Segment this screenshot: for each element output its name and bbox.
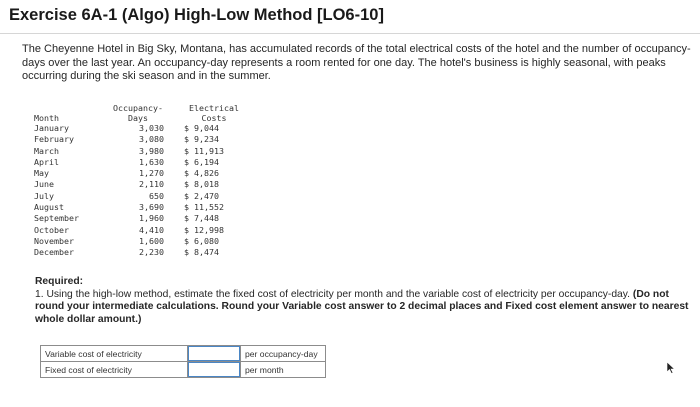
required-heading: Required:	[35, 276, 84, 287]
table-row	[34, 247, 256, 258]
row-month: May	[34, 168, 49, 179]
problem-intro: The Cheyenne Hotel in Big Sky, Montana, has accumulated records of the total electrical costs of the hotel and the number of occupancy-days over the last year. An occupancy-day represents a room rented for one day. The hotel's business is highly seasonal, with peaks occurring during the ski season and in the summer.	[22, 43, 691, 82]
answer-cell-variable	[188, 346, 241, 362]
exercise-title: Exercise 6A-1 (Algo) High-Low Method [LO6-10]	[9, 6, 384, 24]
row-cost: $ 7,448	[184, 213, 219, 224]
table-row	[34, 213, 256, 224]
row-days: 3,030	[139, 123, 164, 133]
row-days: 1,600	[139, 235, 164, 246]
row-month: February	[34, 134, 74, 145]
table-row	[34, 134, 256, 145]
table-row	[34, 202, 256, 213]
row-days: 650	[149, 190, 164, 201]
table-header-row-2	[34, 114, 256, 124]
variable-cost-input[interactable]	[188, 346, 240, 361]
row-month: October	[34, 224, 69, 235]
table-row	[34, 168, 256, 179]
row-days: 3,980	[139, 145, 164, 156]
required-section	[35, 276, 697, 326]
header-days-line2: Days	[128, 112, 148, 123]
row-days: 1,270	[139, 168, 164, 179]
mouse-pointer-icon	[666, 362, 676, 374]
row-cost: $ 4,826	[184, 168, 219, 179]
header-cost-line2: Costs	[201, 112, 227, 123]
row-days: 3,690	[139, 202, 164, 213]
row-days: 2,230	[139, 247, 164, 258]
header-cost-line1: Electrical	[189, 103, 239, 113]
row-days: 1,960	[139, 213, 164, 224]
row-days: 1,630	[139, 156, 164, 167]
table-row	[34, 123, 256, 134]
row-cost: $ 11,552	[184, 202, 224, 213]
row-month: November	[34, 235, 74, 246]
row-cost: $ 9,234	[184, 134, 219, 145]
answer-cell-fixed	[188, 362, 241, 378]
row-month: June	[34, 179, 54, 190]
row-cost: $ 11,913	[184, 145, 224, 156]
row-month: August	[34, 202, 64, 213]
header-month: Month	[34, 112, 59, 123]
table-row	[34, 157, 256, 168]
row-days: 4,410	[139, 224, 164, 235]
required-bold-note: (Do not round your intermediate calculations. Round your Variable cost answer to 2 decimal places and Fixed cost element answer to nearest whole dollar amount.)	[35, 288, 689, 325]
title-divider	[0, 33, 700, 34]
row-month: March	[34, 145, 59, 156]
row-cost: $ 9,044	[184, 123, 219, 133]
table-row	[34, 225, 256, 236]
row-month: July	[34, 190, 54, 201]
row-days: 3,080	[139, 134, 164, 145]
row-month: January	[34, 123, 69, 133]
row-cost: $ 2,470	[184, 190, 219, 201]
answer-label-fixed: Fixed cost of electricity	[41, 362, 188, 378]
row-cost: $ 12,998	[184, 224, 224, 235]
answer-label-variable: Variable cost of electricity	[41, 346, 188, 362]
header-days-line1: Occupancy-	[113, 103, 163, 113]
row-month: April	[34, 156, 59, 167]
fixed-cost-input[interactable]	[188, 362, 240, 377]
row-cost: $ 6,080	[184, 235, 219, 246]
answer-row-fixed	[41, 362, 326, 378]
answer-row-variable	[41, 346, 326, 362]
table-row	[34, 191, 256, 202]
answer-unit-fixed: per month	[241, 362, 326, 378]
table-row	[34, 146, 256, 157]
row-month: December	[34, 247, 74, 258]
row-month: September	[34, 213, 79, 224]
row-days: 2,110	[139, 179, 164, 190]
answer-table	[40, 345, 326, 378]
table-row	[34, 179, 256, 190]
answer-unit-variable: per occupancy-day	[241, 346, 326, 362]
row-cost: $ 8,474	[184, 247, 219, 258]
row-cost: $ 8,018	[184, 179, 219, 190]
data-table	[34, 104, 256, 259]
row-cost: $ 6,194	[184, 156, 219, 167]
required-text: 1. Using the high-low method, estimate the fixed cost of electricity per month and the variable cost of electricity per occupancy-day.	[35, 288, 631, 300]
table-row	[34, 236, 256, 247]
